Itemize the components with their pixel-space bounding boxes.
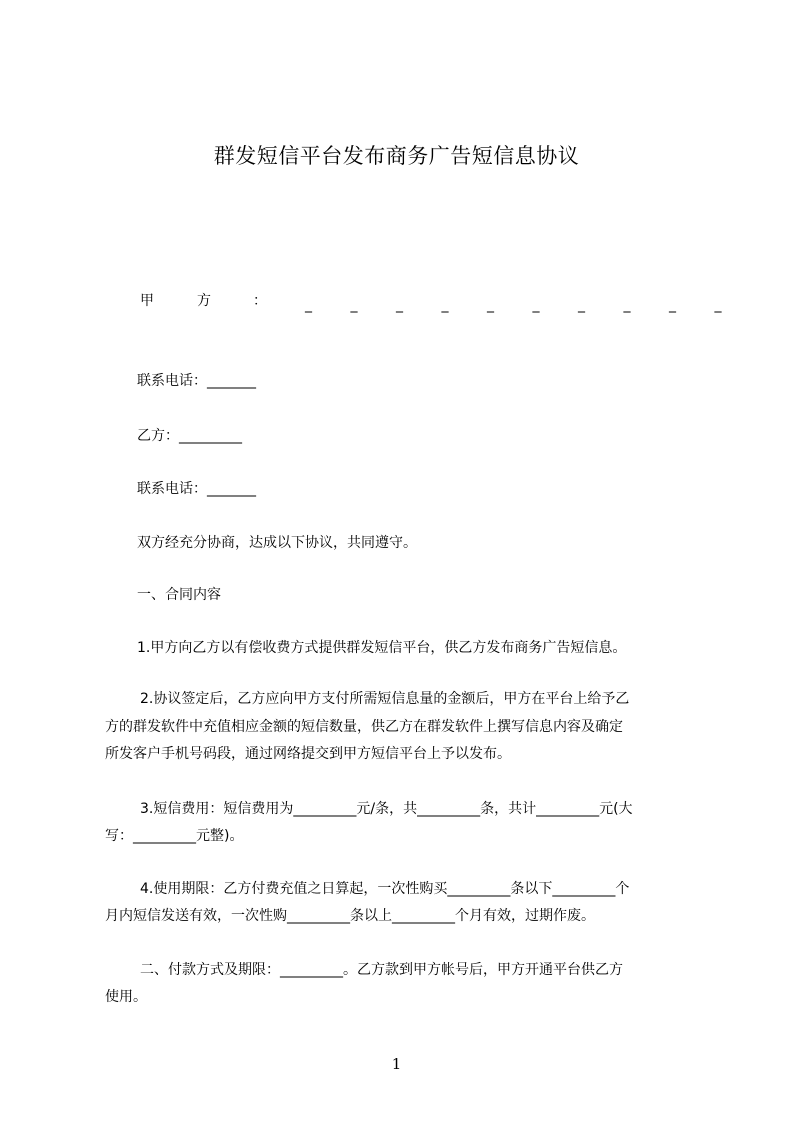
section1-heading: 一、合同内容 [137, 587, 221, 603]
contact-phone-b: 联系电话：_______ [137, 481, 256, 497]
clause-2-line3: 所发客户手机号码段，通过网络提交到甲方短信平台上予以发布。 [105, 746, 511, 762]
agreement-statement: 双方经充分协商，达成以下协议，共同遵守。 [137, 535, 417, 551]
document-title: 群发短信平台发布商务广告短信息协议 [213, 144, 580, 168]
clause-4-line1: 4.使用期限：乙方付费充值之日算起，一次性购买_________条以下_________个 [140, 881, 630, 897]
party-a-colon: ： [253, 293, 267, 309]
clause-3-line1: 3.短信费用：短信费用为_________元/条，共_________条，共计_________元(大 [140, 801, 633, 817]
section2-line2: 使用。 [105, 989, 147, 1005]
party-a-label-char1: 甲 [140, 293, 154, 309]
page-number: 1 [391, 1055, 402, 1073]
clause-3-line2: 写：_________元整)。 [105, 828, 244, 844]
party-a-blank: __________ [305, 297, 760, 313]
section2-line1: 二、付款方式及期限：_________。乙方款到甲方帐号后，甲方开通平台供乙方 [140, 962, 623, 978]
clause-2-line1: 2.协议签定后，乙方应向甲方支付所需短信息量的金额后，甲方在平台上给予乙 [140, 691, 630, 707]
contact-phone-a: 联系电话：_______ [137, 373, 256, 389]
party-a-row [140, 290, 760, 316]
clause-2-line2: 方的群发软件中充值相应金额的短信数量，供乙方在群发软件上撰写信息内容及确定 [105, 719, 623, 735]
party-a-label-char2: 方 [197, 293, 211, 309]
clause-4-line2: 月内短信发送有效，一次性购_________条以上_________个月有效，过期作废。 [105, 908, 595, 924]
clause-1: 1.甲方向乙方以有偿收费方式提供群发短信平台，供乙方发布商务广告短信息。 [137, 640, 627, 656]
party-b-line: 乙方：_________ [137, 428, 242, 444]
